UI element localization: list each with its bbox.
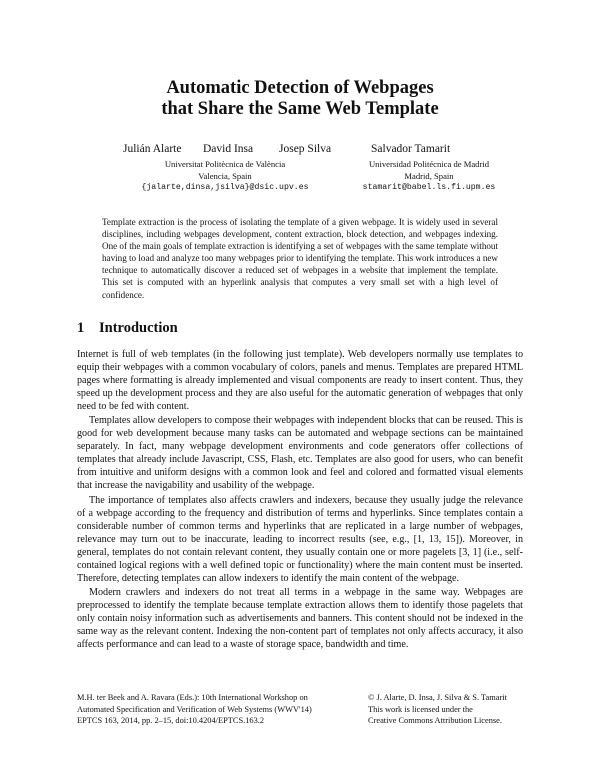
section-heading bbox=[77, 320, 178, 337]
affiliation-email: stamarit@babel.ls.fi.upm.es bbox=[362, 183, 496, 192]
paragraph: The importance of templates also affects crawlers and indexers, because they usually judge the relevance of a webpage according to the frequency and distribution of terms and hyperlinks. Since templates contain a considerable number of common terms and hyperlinks that are replicated in a large number of webpages, relevance may turn out to be inaccurate, leading to incorrect results (see, e.g., [1, 13, 15]). Moreover, in general, templates do not contain relevant content, they usually contain one or more pagelets [3, 1] (i.e., self-contained logical regions with a well defined topic or functionality) where the main content must be inserted. Therefore, detecting templates can allow indexers to identify the main content of the webpage. bbox=[77, 494, 523, 584]
affiliation-institution: Universitat Politècnica de València bbox=[164, 159, 286, 169]
footer-line: © J. Alarte, D. Insa, J. Silva & S. Tamarit bbox=[368, 693, 507, 702]
affiliation-location: Madrid, Spain bbox=[404, 170, 454, 181]
section-title: Introduction bbox=[99, 320, 178, 336]
title-line-2: that Share the Same Web Template bbox=[161, 99, 439, 119]
paragraph: Modern crawlers and indexers do not treat all terms in a webpage in the same way. Webpages are preprocessed to identify the template because template extraction allows them to identify those pagelets that only contain noisy information such as advertisements and banners. This content should not be indexed in the same way as the relevant content. Indexing the non-content part of templates not only affects accuracy, it also affects performance and can lead to a waste of storage space, bandwidth and time. bbox=[77, 586, 523, 651]
affiliation-upm bbox=[344, 159, 514, 194]
footer-line: M.H. ter Beek and A. Ravara (Eds.): 10th International Workshop on bbox=[77, 693, 308, 702]
footer-line: Automated Specification and Verification of Web Systems (WWV'14) bbox=[77, 704, 312, 714]
paragraph: Templates allow developers to compose their webpages with independent blocks that can be reused. This is good for web development because many tasks can be automated and webpage sections can be maintained separately. In fact, many webpage development environments and code generators offer collections of templates that already include Javascript, CSS, Flash, etc. Templates are also good for users, who can benefit from intuitive and uniform designs with a common look and feel and colored and formatted visual elements that increase the navigability and usability of the webpage. bbox=[77, 415, 523, 492]
footer-line: This work is licensed under the bbox=[368, 704, 473, 714]
footer-line: Creative Commons Attribution License. bbox=[368, 716, 502, 726]
footer-line: EPTCS 163, 2014, pp. 2–15, doi:10.4204/EPTCS.163.2 bbox=[77, 716, 265, 726]
author-name: Salvador Tamarit bbox=[371, 143, 451, 155]
author-name: Julián Alarte bbox=[123, 143, 182, 155]
publication-info bbox=[77, 692, 377, 727]
abstract: Template extraction is the process of isolating the template of a given webpage. It is widely used in several disciplines, including webpages development, content extraction, block detection, and webpages indexing. One of the main goals of template extraction is identifying a set of webpages with the same template without having to load and analyze too many webpages prior to identifying the template. This work introduces a new technique to automatically discover a reduced set of webpages in a website that implement the template. This set is computed with an hyperlink analysis that computes a very small set with a high level of confidence. bbox=[102, 217, 498, 300]
author-name: David Insa bbox=[203, 143, 254, 155]
author-name: Josep Silva bbox=[279, 143, 332, 155]
license-info bbox=[368, 692, 548, 727]
paper-title bbox=[0, 78, 600, 120]
title-line-1: Automatic Detection of Webpages bbox=[166, 78, 434, 98]
affiliation-institution: Universidad Politécnica de Madrid bbox=[368, 159, 490, 169]
paragraph: Internet is full of web templates (in the following just template). Web developers normally use templates to equip their webpages with a common vocabulary of colors, panels and menus. Templates are prepared HTML pages where formatting is already implemented and visual components are ready to insert content. Thus, they speed up the development process and they are also useful for the automatic generation of webpages that only need to be fed with content. bbox=[77, 349, 523, 413]
affiliation-email: {jalarte,dinsa,jsilva}@dsic.upv.es bbox=[141, 183, 309, 192]
body-text bbox=[77, 348, 523, 651]
affiliation-upv bbox=[140, 159, 310, 194]
section-number: 1 bbox=[77, 320, 85, 336]
affiliation-location: Valencia, Spain bbox=[198, 170, 252, 181]
